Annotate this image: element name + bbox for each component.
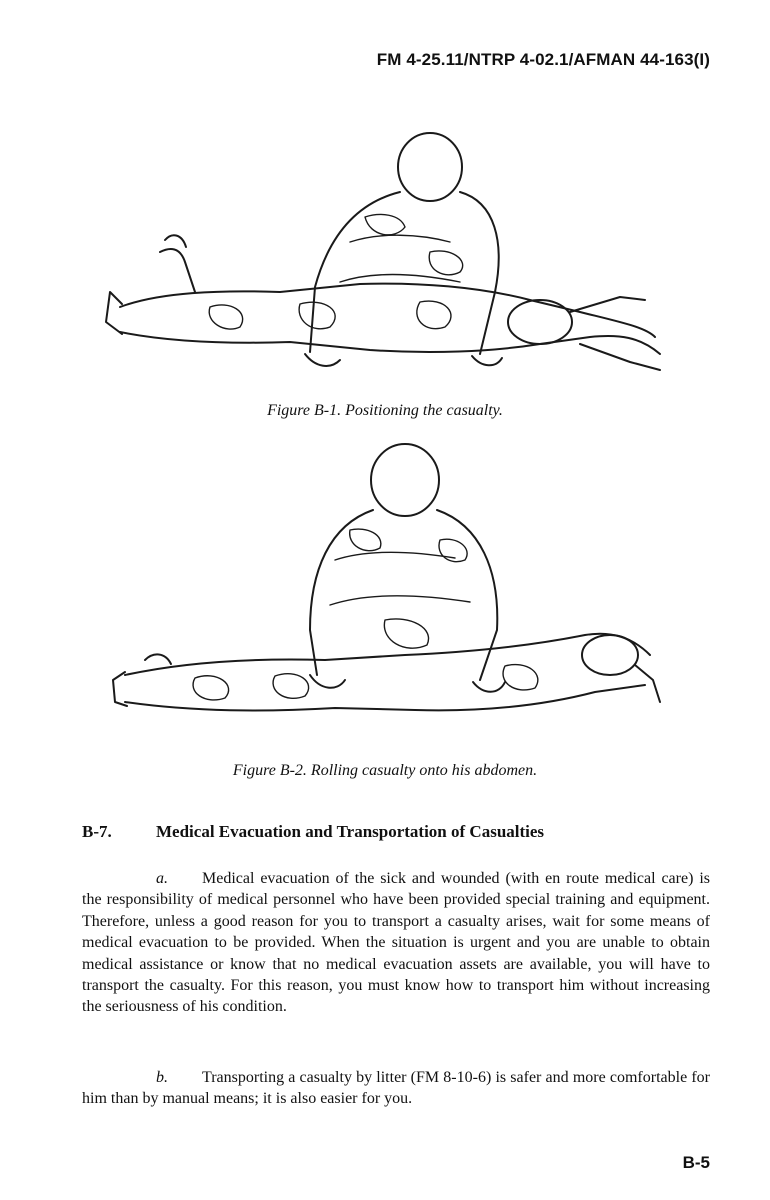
paragraph-b	[82, 1067, 710, 1110]
section-number: B-7.	[82, 822, 112, 841]
section-heading	[82, 822, 544, 842]
paragraph-a	[82, 868, 710, 1018]
paragraph-a-letter: a.	[156, 870, 168, 887]
figure-b1-illustration	[0, 122, 770, 397]
page-number: B-5	[682, 1153, 710, 1172]
figure-b1-caption: Figure B-1. Positioning the casualty.	[267, 402, 503, 419]
paragraph-b-text: Transporting a casualty by litter (FM 8-10-6) is safer and more comfortable for him than by manual means; it is also easier for you.	[82, 1069, 710, 1108]
paragraph-b-letter: b.	[156, 1069, 168, 1086]
paragraph-a-text: Medical evacuation of the sick and wounded (with en route medical care) is the responsibility of medical personnel who have been provided special training and equipment. Therefore, unless a good reason for you to transport a casualty arises, wait for some means of medical evacuation to be provided. When the situation is urgent and you are unable to obtain medical assistance or know that no medical evacuation assets are available, you will have to transport the casualty. For this reason, you must know how to transport him without increasing the seriousness of his condition.	[82, 870, 710, 1016]
figure-b2-illustration	[0, 440, 770, 730]
figure-b2-caption: Figure B-2. Rolling casualty onto his abdomen.	[232, 762, 538, 779]
running-header: FM 4-25.11/NTRP 4-02.1/AFMAN 44-163(I)	[376, 50, 710, 69]
section-title: Medical Evacuation and Transportation of Casualties	[156, 822, 545, 841]
